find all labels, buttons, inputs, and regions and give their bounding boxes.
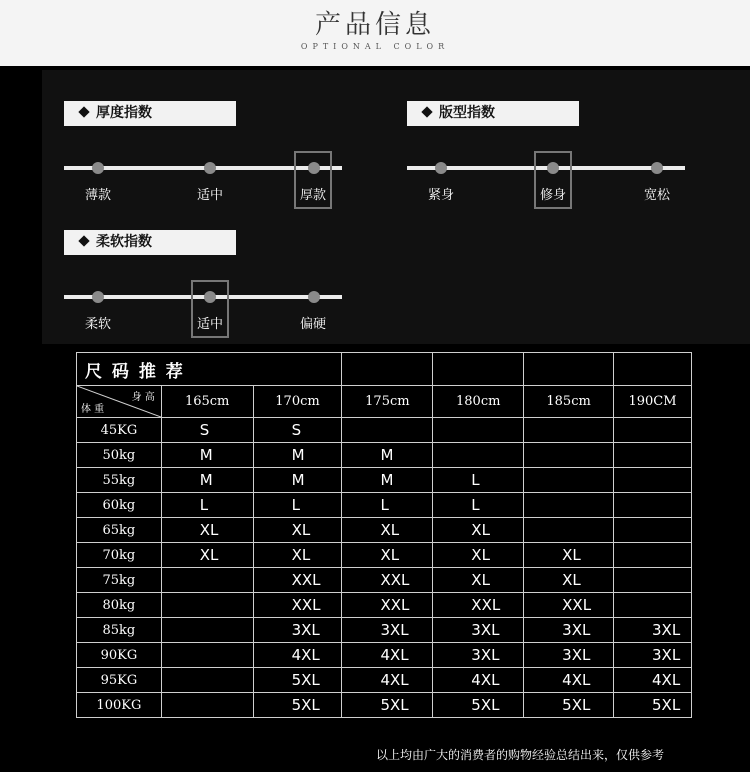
table-title-row <box>77 353 692 386</box>
size-cell: 4XL <box>433 668 524 693</box>
thickness-index-title: 厚度指数 <box>96 105 152 121</box>
softness-index-title: 柔软指数 <box>96 234 152 250</box>
disclaimer-note: 以上均由广大的消费者的购物经验总结出来，仅供参考 <box>376 748 665 762</box>
thickness-option-label[interactable]: 适中 <box>196 188 223 203</box>
fit-option-label[interactable]: 修身 <box>539 188 566 203</box>
size-cell: XXL <box>342 593 433 618</box>
size-cell: S <box>253 418 342 443</box>
diamond-icon <box>78 235 89 246</box>
size-cell <box>161 568 253 593</box>
size-cell: 4XL <box>253 643 342 668</box>
table-row <box>77 693 692 718</box>
weight-cell: 55kg <box>77 468 162 493</box>
size-cell <box>161 693 253 718</box>
thickness-option-label[interactable]: 薄款 <box>84 188 111 203</box>
height-header: 185cm <box>524 386 614 418</box>
size-cell: XL <box>524 568 614 593</box>
table-row <box>77 643 692 668</box>
table-row <box>77 518 692 543</box>
page-title: 产品信息 <box>314 10 435 40</box>
size-cell: L <box>433 493 524 518</box>
table-row <box>77 468 692 493</box>
table-row <box>77 443 692 468</box>
weight-cell: 60kg <box>77 493 162 518</box>
size-cell: M <box>161 468 253 493</box>
height-header: 180cm <box>433 386 524 418</box>
weight-cell: 50kg <box>77 443 162 468</box>
size-cell: 3XL <box>614 643 692 668</box>
weight-cell: 65kg <box>77 518 162 543</box>
weight-cell: 90KG <box>77 643 162 668</box>
size-cell <box>524 418 614 443</box>
table-row <box>77 418 692 443</box>
size-cell <box>161 618 253 643</box>
size-cell: 5XL <box>342 693 433 718</box>
size-cell: S <box>161 418 253 443</box>
weight-cell: 45KG <box>77 418 162 443</box>
weight-cell: 95KG <box>77 668 162 693</box>
fit-option-label[interactable]: 紧身 <box>427 188 454 203</box>
size-cell <box>614 443 692 468</box>
size-cell: M <box>342 468 433 493</box>
size-cell <box>614 418 692 443</box>
size-cell: 3XL <box>614 618 692 643</box>
fit-index-title: 版型指数 <box>439 105 495 121</box>
size-cell: XXL <box>524 593 614 618</box>
size-cell: XL <box>342 543 433 568</box>
size-cell: M <box>253 468 342 493</box>
size-cell: 4XL <box>342 668 433 693</box>
size-cell: 4XL <box>342 643 433 668</box>
weight-cell: 85kg <box>77 618 162 643</box>
size-cell: L <box>433 468 524 493</box>
size-cell: XXL <box>342 568 433 593</box>
softness-option-label[interactable]: 柔软 <box>84 317 111 332</box>
corner-height-label: 身 高 <box>131 392 155 403</box>
size-cell <box>433 418 524 443</box>
softness-option-dot[interactable] <box>92 291 104 303</box>
size-cell <box>614 468 692 493</box>
size-cell <box>161 643 253 668</box>
diamond-icon <box>78 106 89 117</box>
fit-option-dot[interactable] <box>651 162 663 174</box>
thickness-index-label <box>64 101 236 126</box>
softness-index-label <box>64 230 236 255</box>
size-cell: XL <box>161 518 253 543</box>
size-cell: XL <box>433 518 524 543</box>
size-recommendation-table <box>76 352 692 718</box>
table-title: 尺 码 推 荐 <box>77 353 254 386</box>
size-cell: L <box>253 493 342 518</box>
diamond-icon <box>421 106 432 117</box>
size-cell: XL <box>433 543 524 568</box>
size-cell <box>614 543 692 568</box>
page-header <box>0 0 750 66</box>
size-cell: XXL <box>253 593 342 618</box>
table-cell <box>524 353 614 386</box>
size-cell: 4XL <box>614 668 692 693</box>
thickness-option-dot[interactable] <box>204 162 216 174</box>
table-row <box>77 668 692 693</box>
size-cell: 5XL <box>253 693 342 718</box>
size-cell <box>524 443 614 468</box>
size-cell <box>433 443 524 468</box>
table-corner-header <box>77 386 162 418</box>
size-cell: M <box>342 443 433 468</box>
size-cell: 3XL <box>253 618 342 643</box>
size-cell: XL <box>253 518 342 543</box>
size-cell: 4XL <box>524 668 614 693</box>
size-cell: XL <box>161 543 253 568</box>
size-cell <box>524 518 614 543</box>
table-row <box>77 618 692 643</box>
size-cell: M <box>161 443 253 468</box>
size-cell: M <box>253 443 342 468</box>
size-cell: XL <box>342 518 433 543</box>
fit-option-dot[interactable] <box>435 162 447 174</box>
weight-cell: 100KG <box>77 693 162 718</box>
height-header: 175cm <box>342 386 433 418</box>
table-row <box>77 593 692 618</box>
table-cell <box>342 353 433 386</box>
table-row <box>77 493 692 518</box>
softness-option-dot[interactable] <box>308 291 320 303</box>
table-row <box>77 543 692 568</box>
size-cell: 3XL <box>433 618 524 643</box>
table-cell <box>253 353 342 386</box>
size-cell: L <box>161 493 253 518</box>
size-cell <box>524 468 614 493</box>
size-cell: 3XL <box>342 618 433 643</box>
size-cell: 3XL <box>524 618 614 643</box>
size-cell <box>524 493 614 518</box>
size-cell: 5XL <box>433 693 524 718</box>
size-cell <box>342 418 433 443</box>
size-cell: 3XL <box>524 643 614 668</box>
size-cell <box>614 493 692 518</box>
fit-index-label <box>407 101 579 126</box>
table-cell <box>614 353 692 386</box>
weight-cell: 75kg <box>77 568 162 593</box>
thickness-option-label[interactable]: 厚款 <box>299 188 326 203</box>
size-cell: 3XL <box>433 643 524 668</box>
size-cell <box>614 593 692 618</box>
weight-cell: 70kg <box>77 543 162 568</box>
height-header: 190CM <box>614 386 692 418</box>
table-cell <box>433 353 524 386</box>
size-cell: L <box>342 493 433 518</box>
size-cell: 5XL <box>614 693 692 718</box>
weight-cell: 80kg <box>77 593 162 618</box>
size-cell: XXL <box>433 593 524 618</box>
size-cell: 5XL <box>524 693 614 718</box>
softness-option-label[interactable]: 偏硬 <box>299 317 326 332</box>
fit-option-label[interactable]: 宽松 <box>643 188 670 203</box>
table-header-row <box>77 386 692 418</box>
size-cell: 5XL <box>253 668 342 693</box>
height-header: 165cm <box>161 386 253 418</box>
corner-weight-label: 体 重 <box>81 404 105 415</box>
height-header: 170cm <box>253 386 342 418</box>
size-cell: XL <box>433 568 524 593</box>
table-row <box>77 568 692 593</box>
size-cell <box>614 568 692 593</box>
size-cell <box>614 518 692 543</box>
thickness-option-dot[interactable] <box>92 162 104 174</box>
softness-option-label[interactable]: 适中 <box>196 317 223 332</box>
size-cell: XL <box>253 543 342 568</box>
size-cell <box>161 593 253 618</box>
size-cell: XXL <box>253 568 342 593</box>
page-subtitle: OPTIONAL COLOR <box>300 42 450 51</box>
size-cell: XL <box>524 543 614 568</box>
size-cell <box>161 668 253 693</box>
